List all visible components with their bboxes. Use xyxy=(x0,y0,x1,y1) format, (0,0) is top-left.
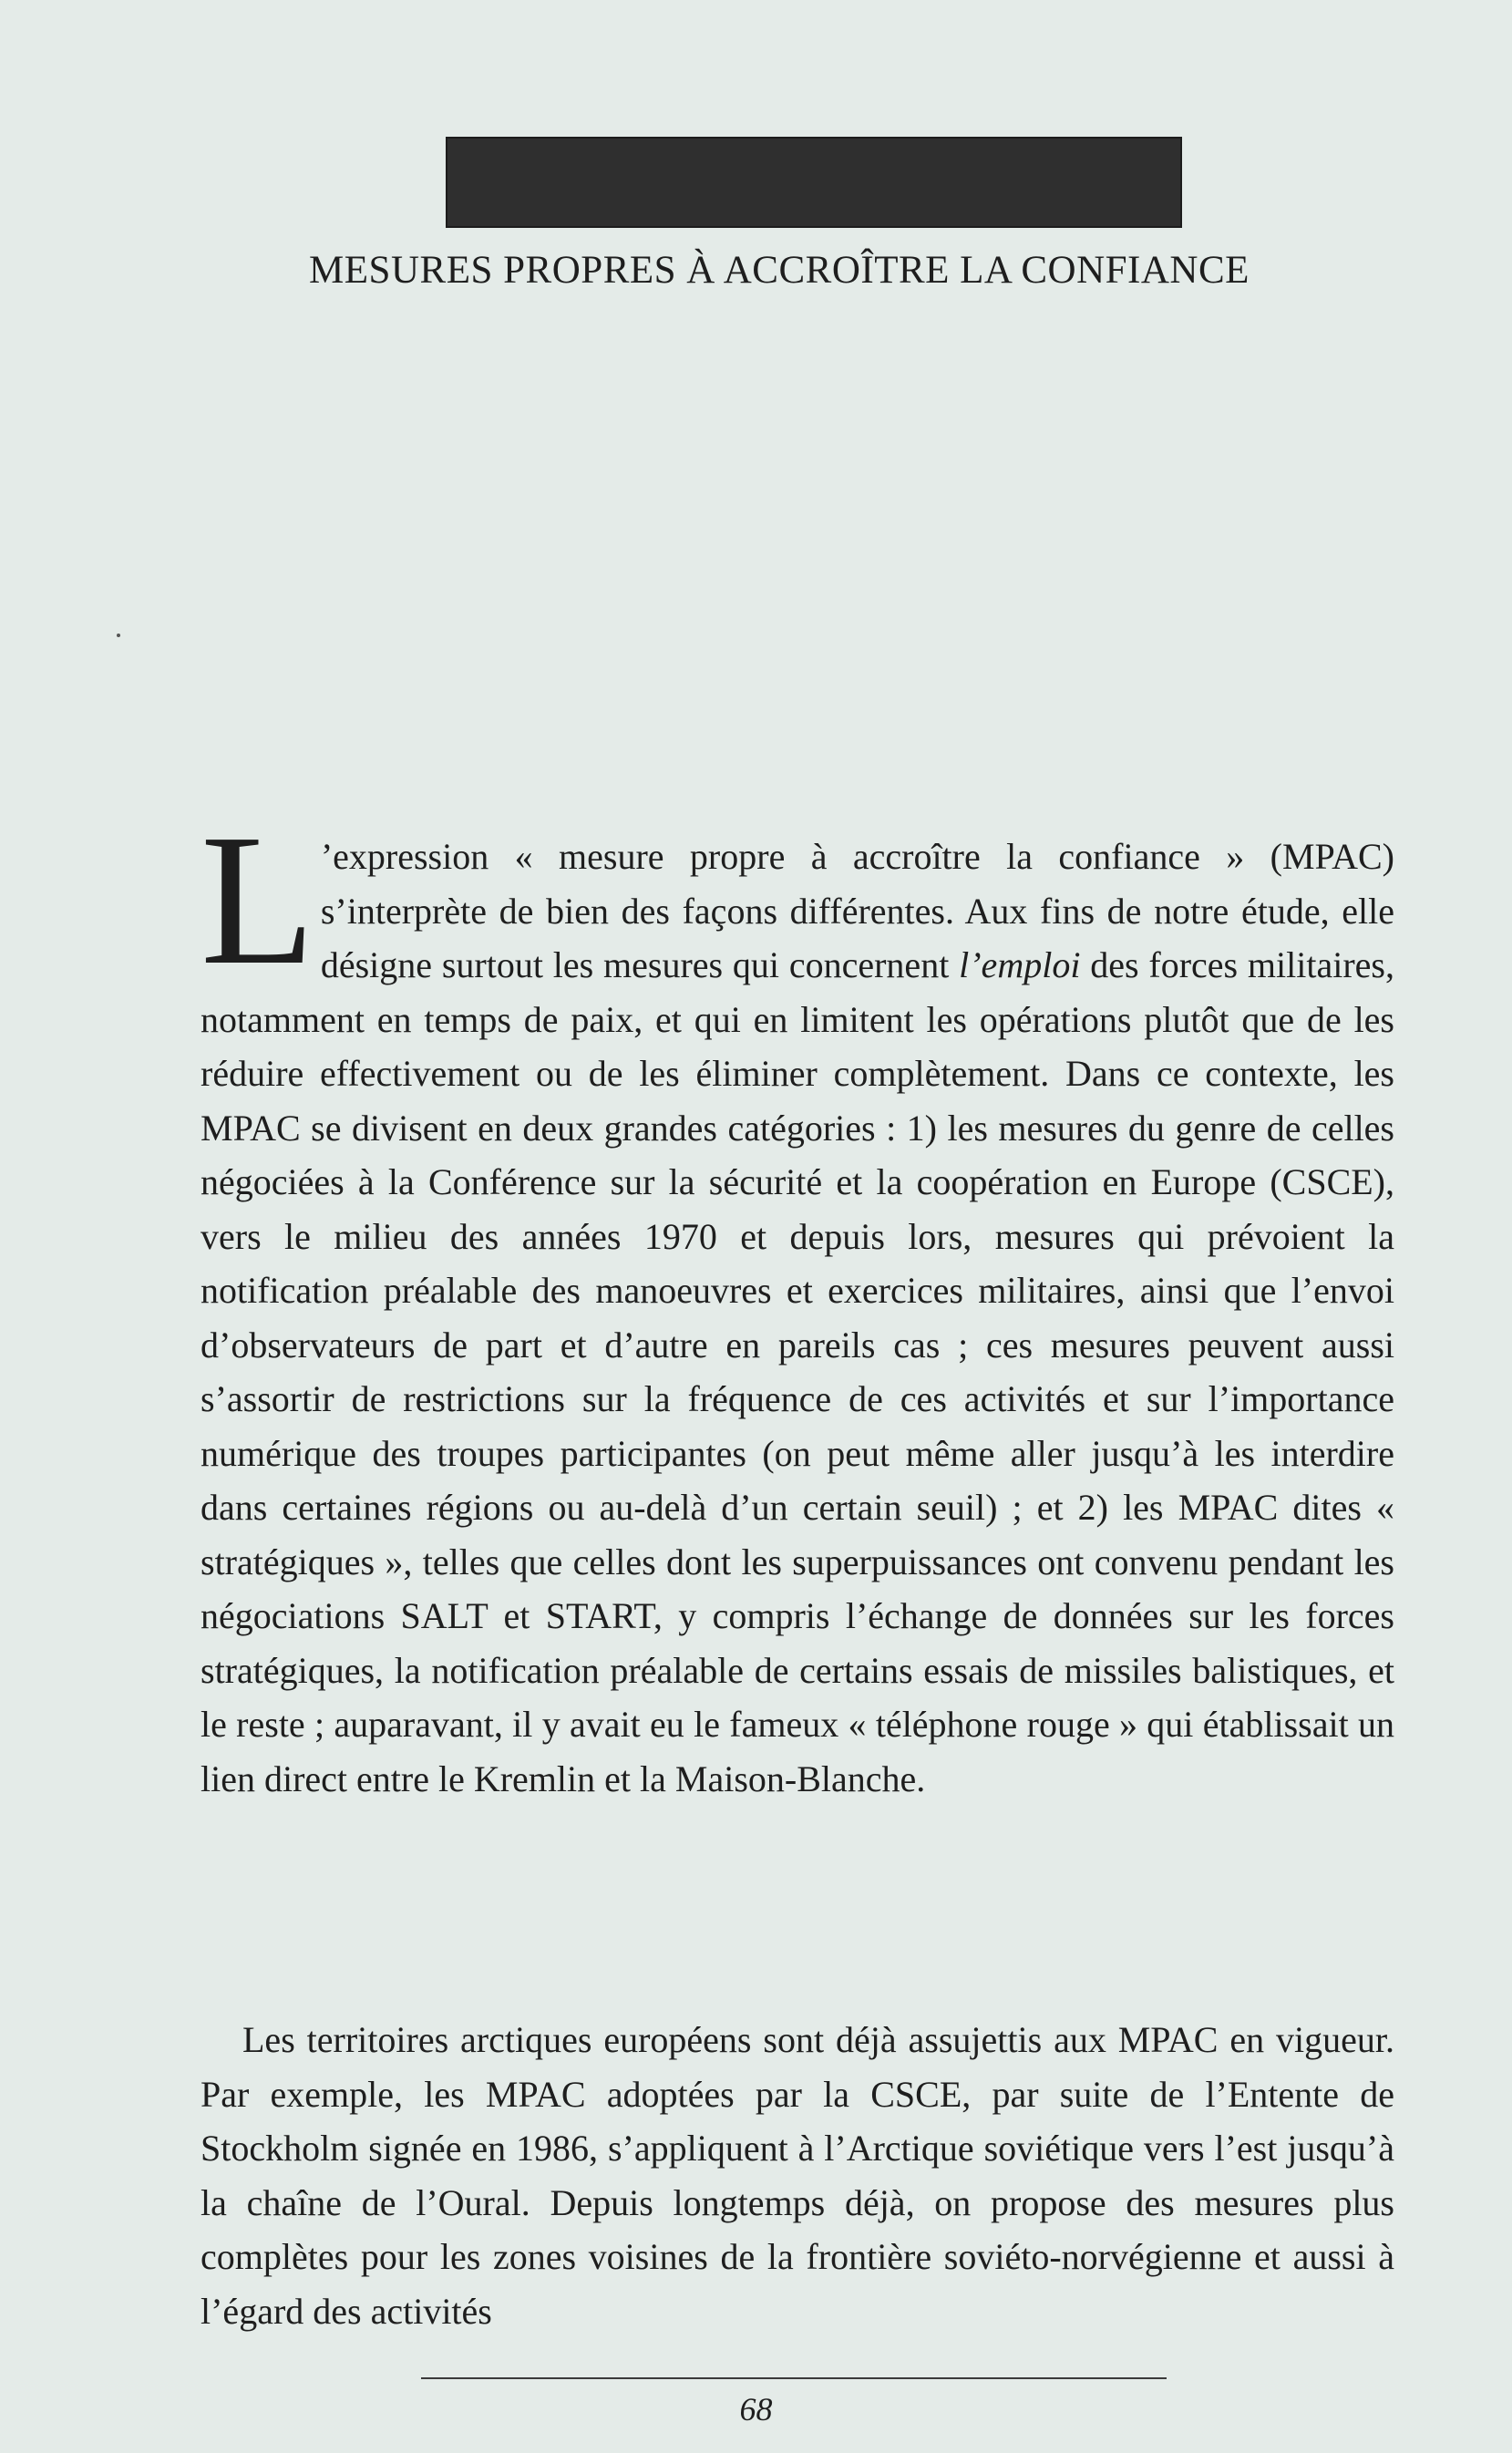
drop-cap: L xyxy=(201,795,315,1004)
section-title: MESURES PROPRES À ACCROÎTRE LA CONFIANCE xyxy=(309,249,1250,292)
paragraph-intro-text-b: des forces militaires, notamment en temps de paix, et qui en limitent les opérations plutôt que de les réduire effectivement ou de les éliminer complètement. Dans ce contexte, les MPAC se divisent en deux grandes catégories : 1) les mesures du genre de celles négociées à la Conférence sur la sécurité et la coopération en Europe (CSCE), vers le milieu des années 1970 et depuis lors, mesures qui prévoient la notification préalable des manoeuvres et exercices militaires, ainsi que l’envoi d’observateurs de part et d’autre en pareils cas ; ces mesures peuvent aussi s’assortir de restrictions sur la fréquence de ces activités et sur l’importance numérique des troupes participantes (on peut même aller jusqu’à les interdire dans certaines régions ou au-delà d’un certain seuil) ; et 2) les MPAC dites « stratégiques », telles que celles dont les superpuissances ont convenu pendant les négociations SALT et START, y compris l’échange de données sur les forces stratégiques, la notification préalable de certains essais de missiles balistiques, et le reste ; auparavant, il y avait eu le fameux « téléphone rouge » qui établissait un lien direct entre le Kremlin et la Maison-Blanche. xyxy=(201,944,1395,1799)
paragraph-intro-text-a: ’expression « mesure propre à accroître la confiance » (MPAC) s’interprète de bien des façons différentes. Aux fins de notre étude, elle désigne surtout les mesures qui concernent xyxy=(320,836,1394,985)
footer-rule xyxy=(421,2377,1167,2379)
emphasis-term: l’emploi xyxy=(959,944,1081,985)
page-number: 68 xyxy=(739,2391,773,2427)
paragraph-intro xyxy=(201,795,1395,1806)
scan-speck xyxy=(117,634,120,637)
paragraph-arctic-text: Les territoires arctiques européens sont déjà assujettis aux MPAC en vigueur. Par exemple, les MPAC adoptées par la CSCE, par suite de l’Entente de Stockholm signée en 1986, s’appliquent à l’Arctique soviétique vers l’est jusqu’à la chaîne de l’Oural. Depuis longtemps déjà, on propose des mesures plus complètes pour les zones voisines de la frontière soviéto-norvégienne et aussi à l’égard des activités xyxy=(201,2019,1394,2332)
paragraph-arctic xyxy=(201,2013,1394,2338)
redacted-header-bar xyxy=(446,137,1182,228)
